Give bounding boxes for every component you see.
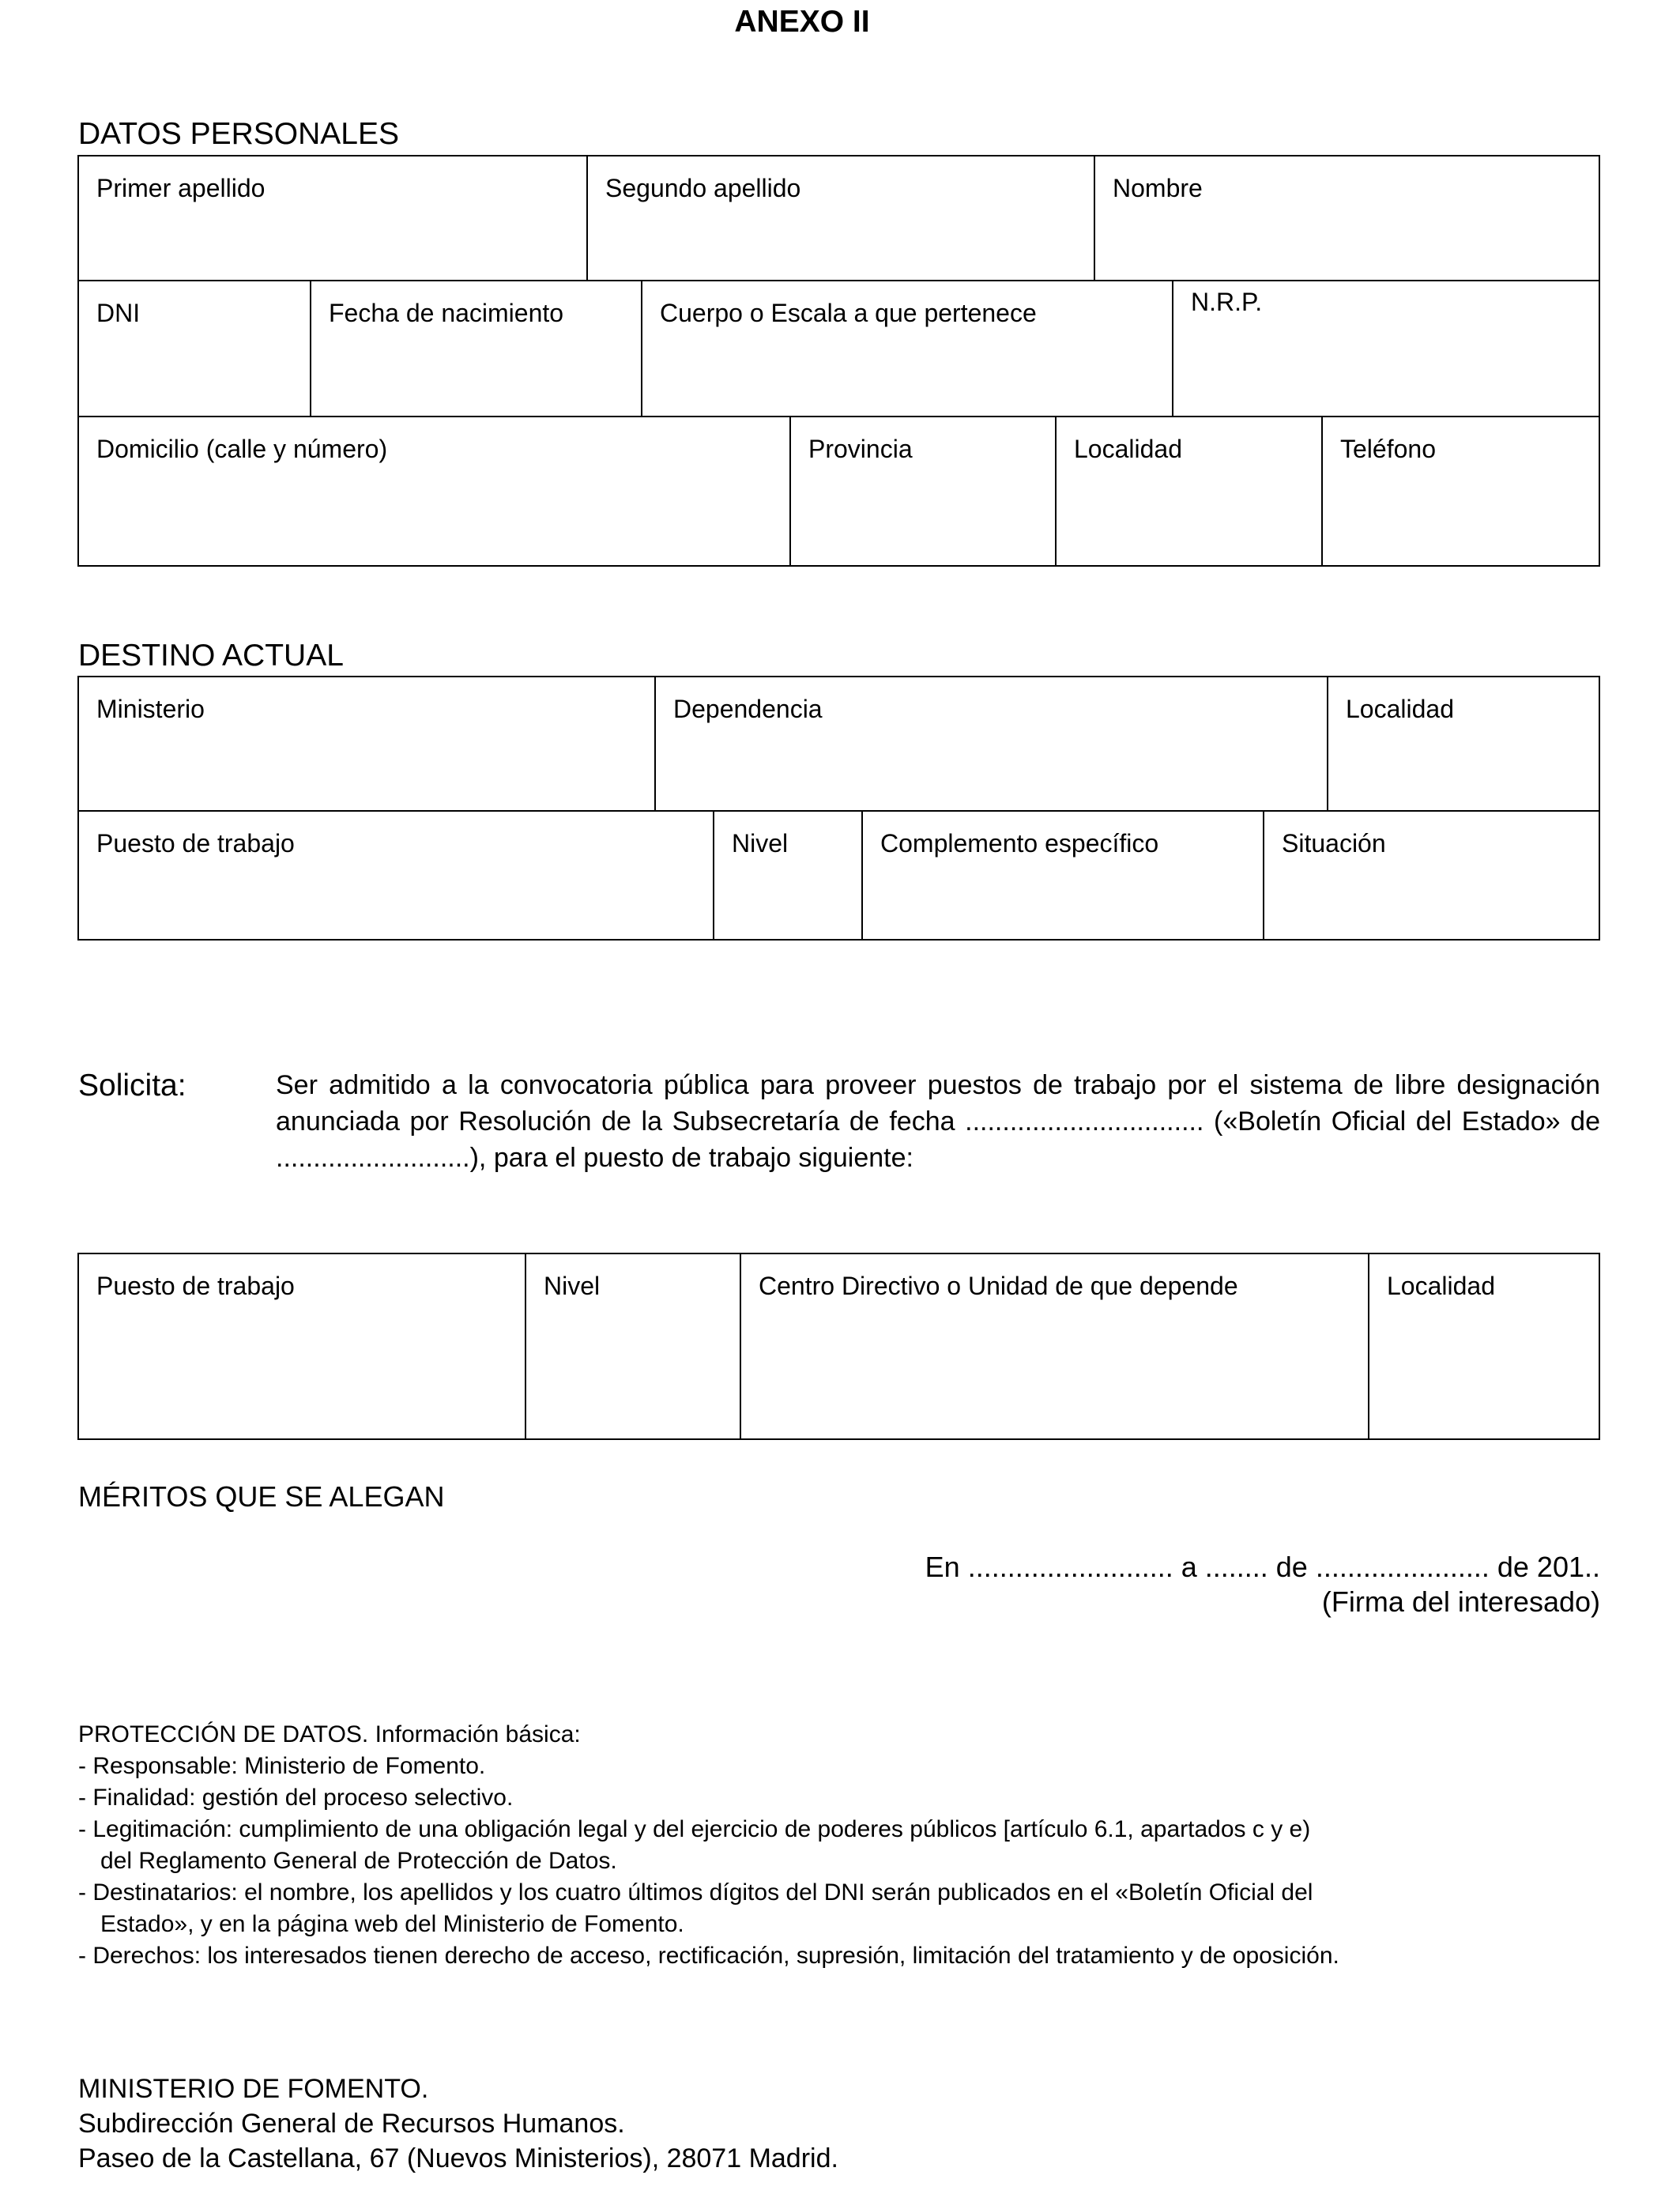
datos-personales-table <box>77 155 1600 567</box>
proteccion-finalidad: - Finalidad: gestión del proceso selectivo. <box>78 1785 514 1811</box>
footer-address <box>78 2071 838 2176</box>
field-segundo-apellido[interactable]: Segundo apellido <box>588 156 1095 281</box>
solicita-label: Solicita: <box>78 1069 186 1103</box>
field-fecha-nacimiento[interactable]: Fecha de nacimiento <box>311 281 642 417</box>
puesto-solicitado-table <box>77 1253 1600 1440</box>
field-provincia[interactable]: Provincia <box>791 417 1057 565</box>
solicita-text: Ser admitido a la convocatoria pública para proveer puestos de trabajo por el sistema de libre designación anunciada por Resolución de la Subsecretaría de fecha ................................ («Boletín Oficial del Estado» de ..........................), para el puesto de trabajo siguiente: <box>276 1070 1600 1173</box>
footer-direccion: Paseo de la Castellana, 67 (Nuevos Ministerios), 28071 Madrid. <box>78 2143 838 2173</box>
proteccion-legitimacion-cont: del Reglamento General de Protección de Datos. <box>100 1848 617 1874</box>
field-telefono[interactable]: Teléfono <box>1340 435 1436 463</box>
proteccion-heading: PROTECCIÓN DE DATOS. Información básica: <box>78 1721 581 1747</box>
datos-personales-heading: DATOS PERSONALES <box>78 117 400 151</box>
field-nivel-actual[interactable]: Nivel <box>714 812 863 939</box>
destino-actual-table <box>77 676 1600 941</box>
proteccion-destinatarios: - Destinatarios: el nombre, los apellidos y los cuatro últimos dígitos del DNI serán publicados en el «Boletín Oficial del <box>78 1879 1313 1906</box>
field-nrp[interactable]: N.R.P. <box>1173 281 1599 417</box>
field-domicilio[interactable]: Domicilio (calle y número) <box>79 417 791 565</box>
footer-subdireccion: Subdirección General de Recursos Humanos. <box>78 2109 625 2139</box>
field-puesto-trabajo[interactable]: Puesto de trabajo <box>79 1254 526 1438</box>
page-title: ANEXO II <box>734 5 870 39</box>
field-localidad-destino[interactable]: Localidad <box>1328 677 1599 812</box>
field-nombre[interactable]: Nombre <box>1095 156 1599 281</box>
field-centro-directivo[interactable]: Centro Directivo o Unidad de que depende <box>741 1254 1369 1438</box>
field-nivel[interactable]: Nivel <box>526 1254 741 1438</box>
proteccion-legitimacion: - Legitimación: cumplimiento de una obligación legal y del ejercicio de poderes públicos [artículo 6.1, apartados c y e) <box>78 1816 1311 1842</box>
field-dependencia[interactable]: Dependencia <box>656 677 1328 812</box>
field-localidad-puesto[interactable]: Localidad <box>1387 1272 1495 1300</box>
proteccion-destinatarios-cont: Estado», y en la página web del Ministerio de Fomento. <box>100 1911 684 1937</box>
firma-lugar-fecha: En .......................... a ........ de ...................... de 201.. <box>925 1551 1600 1583</box>
firma-interesado: (Firma del interesado) <box>1321 1585 1600 1618</box>
field-complemento-especifico[interactable]: Complemento específico <box>863 812 1264 939</box>
proteccion-derechos: - Derechos: los interesados tienen derecho de acceso, rectificación, supresión, limitación del tratamiento y de oposición. <box>78 1943 1339 1969</box>
field-situacion[interactable]: Situación <box>1282 829 1386 858</box>
field-ministerio[interactable]: Ministerio <box>79 677 656 812</box>
footer-ministerio: MINISTERIO DE FOMENTO. <box>78 2074 429 2104</box>
proteccion-datos <box>78 1719 1524 1972</box>
field-primer-apellido[interactable]: Primer apellido <box>79 156 588 281</box>
destino-actual-heading: DESTINO ACTUAL <box>78 639 344 673</box>
meritos-heading: MÉRITOS QUE SE ALEGAN <box>78 1480 445 1513</box>
field-cuerpo-escala[interactable]: Cuerpo o Escala a que pertenece <box>642 281 1173 417</box>
proteccion-responsable: - Responsable: Ministerio de Fomento. <box>78 1753 486 1779</box>
field-localidad[interactable]: Localidad <box>1057 417 1323 565</box>
field-dni[interactable]: DNI <box>79 281 311 417</box>
field-puesto-trabajo-actual[interactable]: Puesto de trabajo <box>79 812 714 939</box>
